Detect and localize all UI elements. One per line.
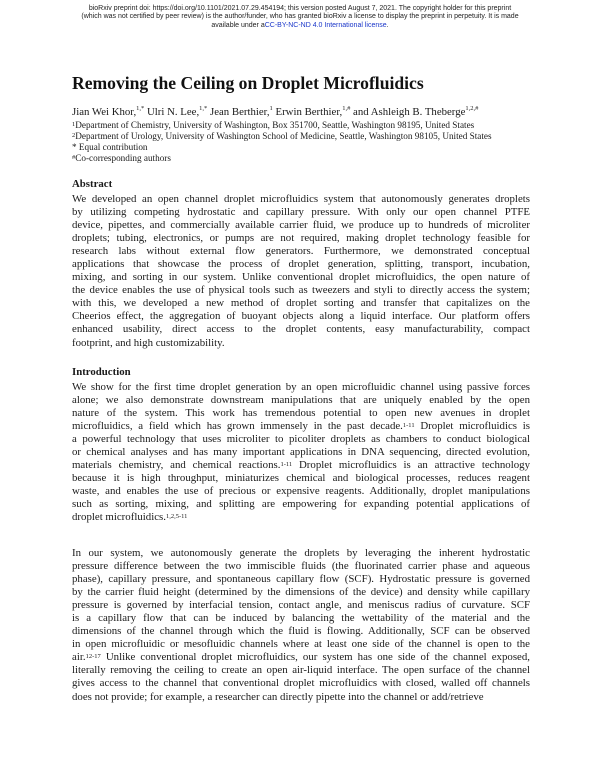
text-line: such as sorting, mixing, and splitting are empowering for expanding potential applications of	[72, 498, 530, 511]
text-line: nature of the system. This work has tremendous potential to open new avenues in droplet	[72, 407, 530, 420]
text-line: We show for the first time droplet generation by an open microfluidic channel using passive forces	[72, 381, 530, 393]
text-line: alone; we also demonstrate downstream manipulations that are uniquely enabled by the open	[72, 394, 530, 407]
text-line: droplet microfluidics.$^{1,2,5-11}$	[72, 511, 188, 524]
text-line: with this, we developed a new method of droplet sorting and transfer that capitalizes on the	[72, 297, 530, 310]
citation-superscript: 12-17	[85, 653, 101, 661]
header-line-3	[0, 22, 600, 30]
text-line: dimensions of the channel through which the fluid is flowing. Additionally, SCF can be observed	[72, 625, 530, 638]
text-line: a powerful technology that uses microliter to picoliter droplets as chambers to conduct biological	[72, 433, 530, 446]
text-line: by utilizing competing hydrostatic and capillary pressure. With only our open channel PTFE	[72, 206, 530, 219]
author: Erwin Berthier,$^{1,\#}$	[272, 105, 351, 118]
paper-title: Removing the Ceiling on Droplet Microfluidics	[72, 73, 424, 93]
text-line: or chemical analyses and has many important applications in DNA sequencing, directed evolution,	[72, 446, 530, 459]
author: and Ashleigh B. Theberge$^{1,2,\#}$	[350, 105, 479, 118]
text-line: the device enables the use of physical tools such as tweezers and styli to directly access the system;	[72, 284, 530, 297]
text-line: does not provide; for example, a researcher can directly pipette into the channel or add/retrieve	[72, 690, 484, 703]
text-line: air.$^{12-17}$ Unlike conventional droplet microfluidics, our system has one side of the channel exposed,	[72, 651, 530, 664]
author: Jean Berthier,$^1$	[207, 105, 273, 118]
text-line: device, pipettes, and commercially available carrier fluid, we produce up to hundreds of microliter	[72, 219, 530, 232]
text-line: pressure difference between the two immiscible fluids (the fluorinated carrier phase and aqueous	[72, 560, 530, 573]
header-line-3-suffix: .	[386, 21, 389, 29]
equal-contribution-note: * Equal contribution	[72, 142, 148, 152]
text-line: waste, and enables the use of precious or expensive reagents. Additionally, droplet manipulations	[72, 485, 530, 498]
text-line: microfluidics, a field which has grown immensely in the past decade.$^{1-11}$ Droplet microfluidics is	[72, 420, 530, 433]
affiliation-1: $^1$Department of Chemistry, University of Washington, Box 351700, Seattle, Washington 98195, United States	[72, 120, 475, 130]
text-line: footprint, and high customizability.	[72, 336, 225, 349]
text-line: mixing, and sorting in our system. Unlike conventional droplet microfluidics, the open nature of	[72, 271, 530, 284]
text-line: because it is high throughput, miniaturizes chemical and biological processes, reduces reagent	[72, 472, 530, 485]
text-line: In our system, we autonomously generate the droplets by leveraging the inherent hydrostatic	[72, 547, 530, 559]
affiliation-2: $^2$Department of Urology, University of Washington School of Medicine, Seattle, Washington 98105, United States	[72, 131, 492, 141]
text-line: applications that showcase the process of droplet generation, splitting, transport, incubation,	[72, 258, 530, 271]
text-line: phase), capillary pressure, and spontaneous capillary flow (SCF). Hydrostatic pressure is governed	[72, 573, 530, 586]
author-list	[72, 106, 478, 118]
corresponding-authors-note: #Co-corresponding authors	[72, 153, 171, 163]
text-line: We developed an open channel droplet microfluidics system that autonomously generates droplets	[72, 193, 530, 205]
abstract-heading: Abstract	[72, 178, 113, 190]
author: Jian Wei Khor,$^{1,*}$	[72, 105, 145, 118]
text-line: materials chemistry, and chemical reactions.$^{1-11}$ Droplet microfluidics is an attractive technology	[72, 459, 530, 472]
text-line: pressure is governed by interfacial tension, contact angle, and meniscus radius of curvature. SCF	[72, 599, 530, 612]
text-line: in open microfluidic or mesofluidic channels where at least one side of the channel is open to the	[72, 638, 530, 651]
header-line-1: bioRxiv preprint doi: https://doi.org/10.1101/2021.07.29.454194; this version posted August 7, 2021. The copyright holder for this preprint	[88, 5, 512, 12]
text-line: enhanced usability, direct access to the droplet contents, easy manufacturability, compact	[72, 323, 530, 336]
preprint-header	[0, 5, 600, 30]
text-line: is a capillary flow that can be induced by balancing the wettability of the material and the	[72, 612, 530, 625]
citation-superscript: 1,2,5-11	[165, 513, 188, 521]
abstract-body	[72, 193, 530, 350]
text-line: Cheerios effect, the aggregation of buoyant objects along a liquid interface. Our platform offers	[72, 310, 530, 323]
header-line-3-prefix: available under a	[211, 21, 265, 29]
introduction-paragraph-2	[72, 547, 530, 704]
text-line: by the carrier fluid height (determined by the dimensions of the device) and density while capillary	[72, 586, 530, 599]
license-link[interactable]: CC-BY-NC-ND 4.0 International license	[264, 21, 387, 29]
introduction-paragraph-1	[72, 381, 530, 525]
text-line: literally removing the ceiling to create an open air-liquid interface. The open surface of the channel	[72, 664, 530, 677]
header-line-2: (which was not certified by peer review) is the author/funder, who has granted bioRxiv a license to display the preprint in perpetuity. It is made	[81, 13, 519, 21]
citation-superscript: 1-11	[280, 461, 293, 469]
citation-superscript: 1-11	[402, 422, 415, 430]
text-line: gives access to the channel that conventional droplet microfluidics with closed, walled off channels	[72, 677, 530, 690]
author: Ulri N. Lee,$^{1,*}$	[144, 105, 208, 118]
text-line: research labs without external flow generators. Furthermore, we demonstrated conceptual	[72, 245, 530, 258]
introduction-heading: Introduction	[72, 366, 131, 378]
text-line: droplets; tubing, electronics, or pumps are not required, making droplet technology feasible for	[72, 232, 530, 245]
